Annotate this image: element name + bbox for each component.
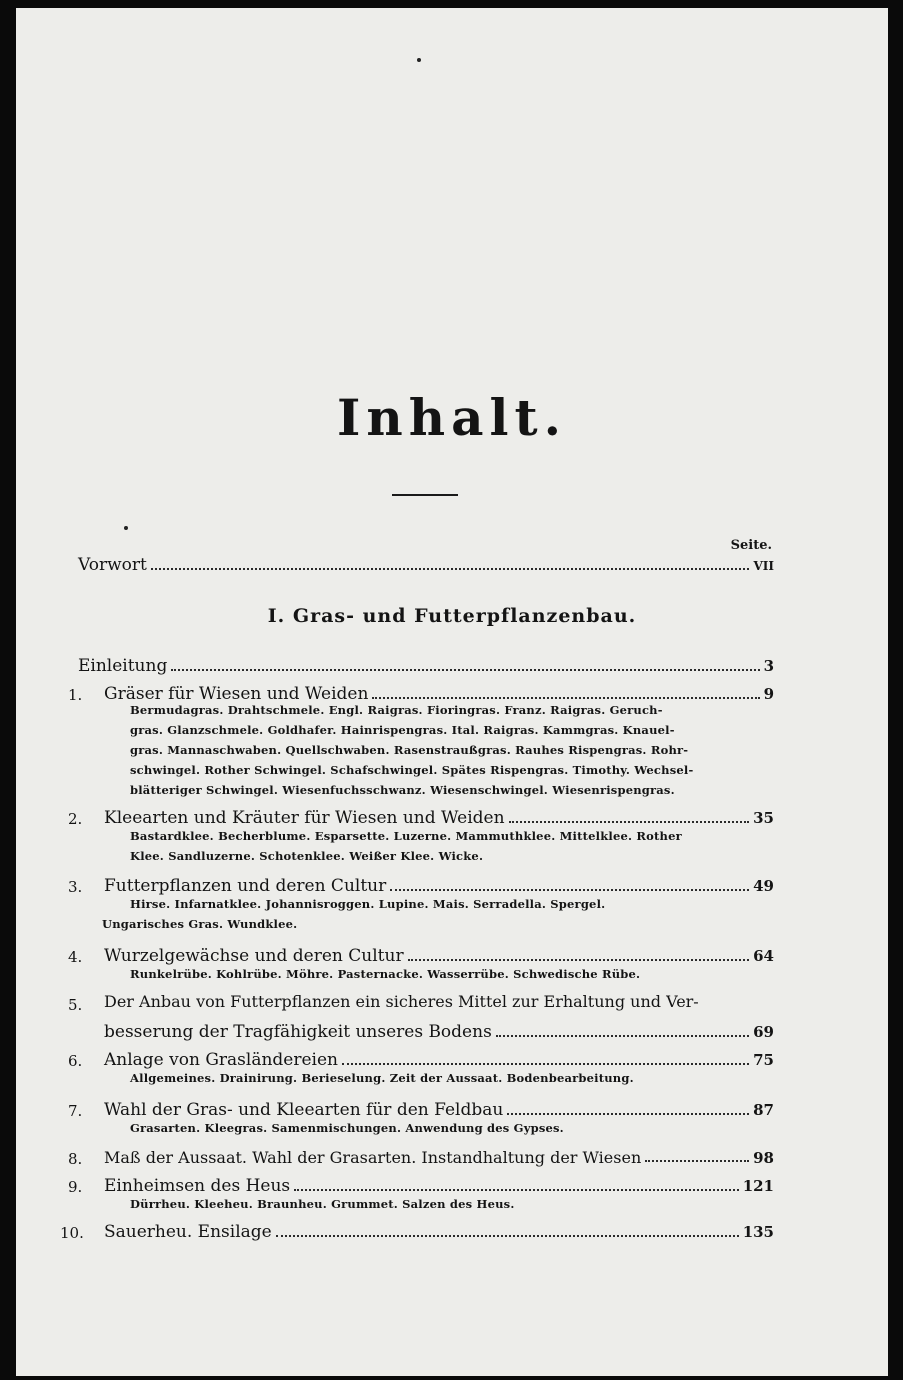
toc-page-number: 69 [753, 1023, 774, 1041]
toc-entry-number: 2. [68, 810, 83, 828]
toc-entry-number: 6. [68, 1052, 83, 1070]
toc-entry-10[interactable] [104, 1222, 774, 1242]
toc-entry-number: 8. [68, 1150, 83, 1168]
subtopic-line: Runkelrübe. Kohlrübe. Möhre. Pasternacke. Wasserrübe. Schwedische Rübe. [130, 967, 641, 981]
toc-entry-label: Kleearten und Kräuter für Wiesen und Weiden [104, 808, 505, 828]
toc-entry-label: Einleitung [78, 656, 168, 676]
dot-leader [342, 1061, 749, 1065]
toc-page-number: 3 [763, 657, 774, 675]
toc-entry-vorwort[interactable] [78, 555, 774, 575]
subtopic-line: gras. Mannaschwaben. Quellschwaben. Rasenstraußgras. Rauhes Rispengras. Rohr- [130, 743, 689, 757]
toc-page-number: 121 [742, 1177, 774, 1195]
page-scan [16, 8, 888, 1376]
toc-entry-subtopics [130, 1118, 564, 1138]
toc-entry-label: Sauerheu. Ensilage [104, 1222, 272, 1242]
toc-entry-label: Futterpflanzen und deren Cultur [104, 876, 387, 896]
dot-leader [151, 566, 750, 570]
dot-leader [507, 1111, 749, 1115]
toc-entry-label: Anlage von Grasländereien [104, 1050, 338, 1070]
ink-speck [124, 526, 128, 530]
toc-page-number: 75 [753, 1051, 774, 1069]
toc-page-number: VII [753, 559, 774, 573]
subtopic-line: Grasarten. Kleegras. Samenmischungen. Anwendung des Gypses. [130, 1121, 564, 1135]
toc-entry-einleitung[interactable] [78, 656, 774, 676]
page-column-header: Seite. [730, 538, 772, 553]
toc-entry-number: 9. [68, 1178, 83, 1196]
toc-entry-4[interactable] [104, 946, 774, 966]
ink-speck [417, 58, 421, 62]
subtopic-line: Ungarisches Gras. Wundklee. [102, 917, 298, 931]
toc-entry-number: 1. [68, 686, 83, 704]
toc-page-number: 135 [742, 1223, 774, 1241]
toc-entry-8[interactable] [104, 1148, 774, 1167]
dot-leader [496, 1033, 749, 1037]
subtopic-line: blätteriger Schwingel. Wiesenfuchsschwanz. Wiesenschwingel. Wiesenrispengras. [130, 783, 675, 797]
subtopic-line: gras. Glanzschmele. Goldhafer. Hainrispengras. Ital. Raigras. Kammgras. Knauel- [130, 723, 675, 737]
toc-entry-subtopics [130, 700, 693, 800]
toc-entry-subtopics [130, 1194, 515, 1214]
toc-entry-label: Maß der Aussaat. Wahl der Grasarten. Instandhaltung der Wiesen [104, 1148, 642, 1167]
toc-entry-subtopics [102, 894, 605, 934]
subtopic-line: Hirse. Infarnatklee. Johannisroggen. Lupine. Mais. Serradella. Spergel. [130, 897, 606, 911]
toc-entry-label: Einheimsen des Heus [104, 1176, 291, 1196]
dot-leader [276, 1233, 739, 1237]
subtopic-line: Bastardklee. Becherblume. Esparsette. Luzerne. Mammuthklee. Mittelklee. Rother [130, 829, 682, 843]
toc-entry-5-label-line-1[interactable]: Der Anbau von Futterpflanzen ein sicheres Mittel zur Erhaltung und Ver- [104, 992, 699, 1011]
toc-page-number: 64 [753, 947, 774, 965]
toc-entry-number: 7. [68, 1102, 83, 1120]
toc-page-number: 98 [753, 1149, 774, 1167]
toc-entry-label: Vorwort [78, 555, 147, 575]
subtopic-line: Allgemeines. Drainirung. Berieselung. Zeit der Aussaat. Bodenbearbeitung. [130, 1071, 634, 1085]
dot-leader [390, 887, 749, 891]
toc-page-number: 35 [753, 809, 774, 827]
toc-entry-subtopics [130, 826, 682, 866]
toc-entry-label: Wahl der Gras- und Kleearten für den Feldbau [104, 1100, 504, 1120]
toc-entry-number: 4. [68, 948, 83, 966]
toc-entry-label: Gräser für Wiesen und Weiden [104, 684, 369, 704]
dot-leader [509, 819, 750, 823]
toc-entry-number: 5. [68, 996, 83, 1014]
dot-leader [171, 667, 759, 671]
toc-page-number: 87 [753, 1101, 774, 1119]
page-title: Inhalt. [337, 388, 567, 447]
toc-entry-label: besserung der Tragfähigkeit unseres Bodens [104, 1022, 492, 1042]
toc-entry-number: 10. [60, 1224, 84, 1242]
toc-entry-number: 3. [68, 878, 83, 896]
subtopic-line: Dürrheu. Kleeheu. Braunheu. Grummet. Salzen des Heus. [130, 1197, 515, 1211]
toc-entry-6[interactable] [104, 1050, 774, 1070]
toc-page-number: 9 [763, 685, 774, 703]
section-heading: I. Gras- und Futterpflanzenbau. [267, 605, 637, 627]
toc-entry-subtopics [130, 964, 640, 984]
toc-entry-label: Wurzelgewächse und deren Cultur [104, 946, 404, 966]
toc-entry-5[interactable] [104, 1022, 774, 1042]
subtopic-line: schwingel. Rother Schwingel. Schafschwingel. Spätes Rispengras. Timothy. Wechsel- [130, 763, 694, 777]
toc-entry-subtopics [130, 1068, 634, 1088]
toc-entry-3[interactable] [104, 876, 774, 896]
dot-leader [372, 695, 759, 699]
dot-leader [645, 1158, 749, 1162]
toc-entry-7[interactable] [104, 1100, 774, 1120]
title-rule [392, 494, 458, 496]
subtopic-line: Klee. Sandluzerne. Schotenklee. Weißer Klee. Wicke. [130, 849, 484, 863]
toc-entry-9[interactable] [104, 1176, 774, 1196]
subtopic-line: Bermudagras. Drahtschmele. Engl. Raigras. Fioringras. Franz. Raigras. Geruch- [130, 703, 663, 717]
dot-leader [408, 957, 750, 961]
toc-entry-2[interactable] [104, 808, 774, 828]
dot-leader [294, 1187, 739, 1191]
toc-page-number: 49 [753, 877, 774, 895]
